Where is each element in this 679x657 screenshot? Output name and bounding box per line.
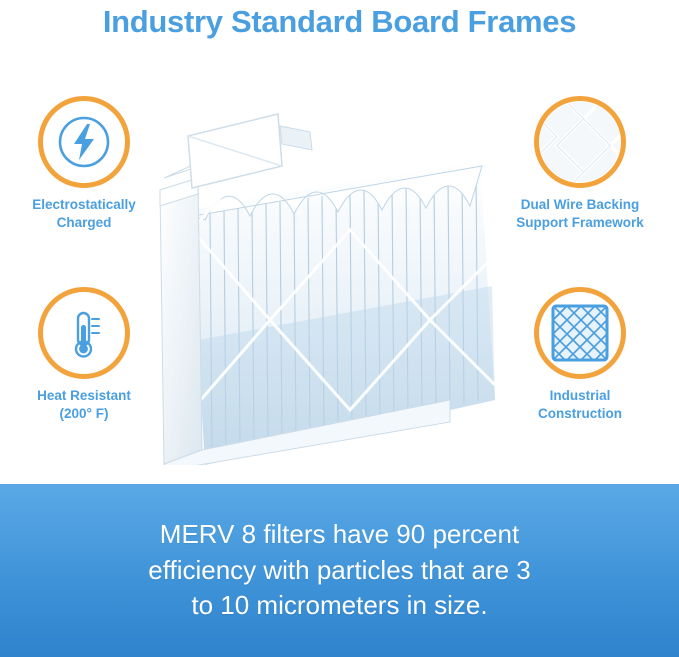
thermometer-icon	[43, 292, 125, 374]
page-title: Industry Standard Board Frames	[102, 4, 577, 39]
feature-label-line1: Electrostatically	[32, 197, 136, 212]
feature-label-line2: (200° F)	[59, 406, 109, 422]
feature-label	[500, 387, 660, 423]
pleated-air-filter-illustration	[150, 70, 505, 465]
feature-label-line1: Industrial	[549, 388, 611, 403]
feature-label-line2: Charged	[56, 215, 112, 231]
feature-label-line1: Dual Wire Backing	[520, 197, 640, 212]
wire-mesh-icon	[539, 101, 621, 183]
banner-line3: to 10 micrometers in size.	[191, 590, 488, 621]
lightning-bolt-icon	[43, 101, 125, 183]
frame-grid-icon	[539, 292, 621, 374]
banner-line1: MERV 8 filters have 90 percent	[159, 518, 520, 549]
feature-heat-resistant	[4, 287, 164, 423]
feature-dual-wire-backing	[500, 96, 660, 232]
badge-circle	[38, 287, 130, 379]
badge-circle	[534, 287, 626, 379]
banner-line2: efficiency with particles that are 3	[148, 554, 531, 585]
feature-electrostatically-charged	[4, 96, 164, 232]
feature-label-line2: Construction	[538, 406, 622, 422]
feature-label	[4, 196, 164, 232]
feature-label	[4, 387, 164, 423]
badge-circle	[38, 96, 130, 188]
badge-circle	[534, 96, 626, 188]
banner-text	[124, 517, 554, 625]
feature-industrial-construction	[500, 287, 660, 423]
feature-label-line1: Heat Resistant	[37, 388, 131, 403]
feature-label	[500, 196, 660, 232]
feature-label-line2: Support Framework	[516, 215, 644, 231]
merv-rating-banner	[0, 484, 679, 657]
